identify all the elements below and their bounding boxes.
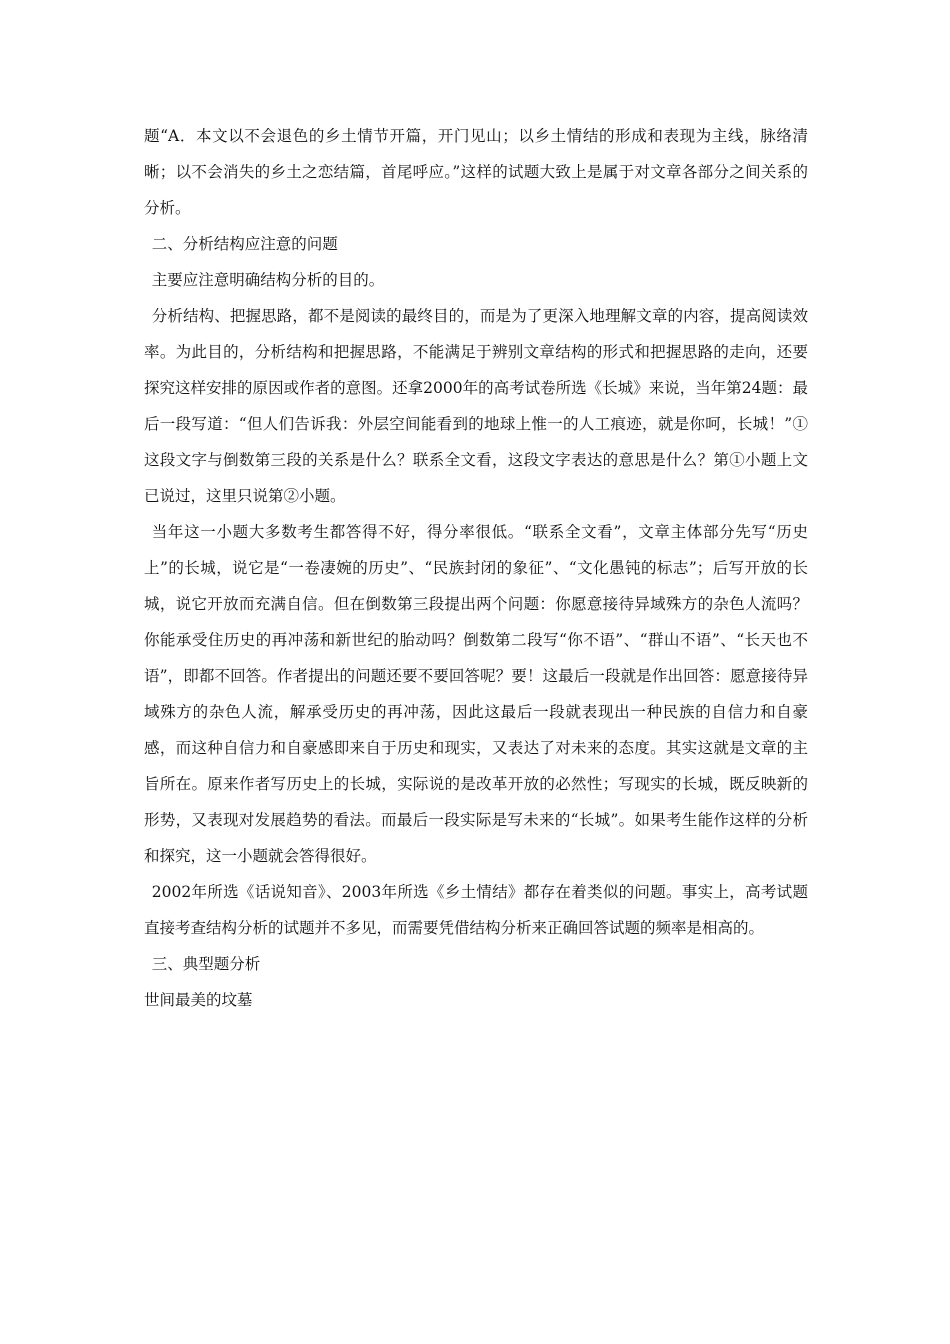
document-body bbox=[144, 118, 808, 1018]
section-heading-3: 三、典型题分析 bbox=[151, 955, 261, 973]
paragraph-intro-continued: 题“A．本文以不会退色的乡土情节开篇，开门见山；以乡土情结的形成和表现为主线，脉络清晰；以不会消失的乡土之恋结篇，首尾呼应。”这样的试题大致上是属于对文章各部分之间关系的分析。 bbox=[144, 127, 808, 217]
article-title: 世间最美的坟墓 bbox=[144, 991, 253, 1009]
paragraph-great-wall-analysis: 当年这一小题大多数考生都答得不好，得分率很低。“联系全文看”，文章主体部分先写“历史上”的长城，说它是“一卷凄婉的历史”、“民族封闭的象征”、“文化愚钝的标志”；后写开放的长城，说它开放而充满自信。但在倒数第三段提出两个问题：你愿意接待异域殊方的杂色人流吗？你能承受住历史的再冲荡和新世纪的胎动吗？倒数第二段写“你不语”、“群山不语”、“长天也不语”，即都不回答。作者提出的问题还要不要回答呢？要！这最后一段就是作出回答：愿意接待异域殊方的杂色人流，解承受历史的再冲荡，因此这最后一段就表现出一种民族的自信力和自豪感，而这种自信力和自豪感即来自于历史和现实，又表达了对未来的态度。其实这就是文章的主旨所在。原来作者写历史上的长城，实际说的是改革开放的必然性；写现实的长城，既反映新的形势，又表现对发展趋势的看法。而最后一段实际是写未来的“长城”。如果考生能作这样的分析和探究，这一小题就会答得很好。 bbox=[144, 523, 808, 865]
paragraph-similar-problems: 2002年所选《话说知音》、2003年所选《乡土情结》都存在着类似的问题。事实上，高考试题直接考查结构分析的试题并不多见，而需要凭借结构分析来正确回答试题的频率是相高的。 bbox=[144, 883, 808, 937]
section-heading-2: 二、分析结构应注意的问题 bbox=[151, 235, 338, 253]
paragraph-analysis-purpose: 分析结构、把握思路，都不是阅读的最终目的，而是为了更深入地理解文章的内容，提高阅读效率。为此目的，分析结构和把握思路，不能满足于辨别文章结构的形式和把握思路的走向，还要探究这样安排的原因或作者的意图。还拿2000年的高考试卷所选《长城》来说，当年第24题：最后一段写道：“但人们告诉我：外层空间能看到的地球上惟一的人工痕迹，就是你呵，长城！”①这段文字与倒数第三段的关系是什么？联系全文看，这段文字表达的意思是什么？第①小题上文已说过，这里只说第②小题。 bbox=[144, 307, 808, 505]
paragraph-main-point: 主要应注意明确结构分析的目的。 bbox=[151, 271, 385, 289]
